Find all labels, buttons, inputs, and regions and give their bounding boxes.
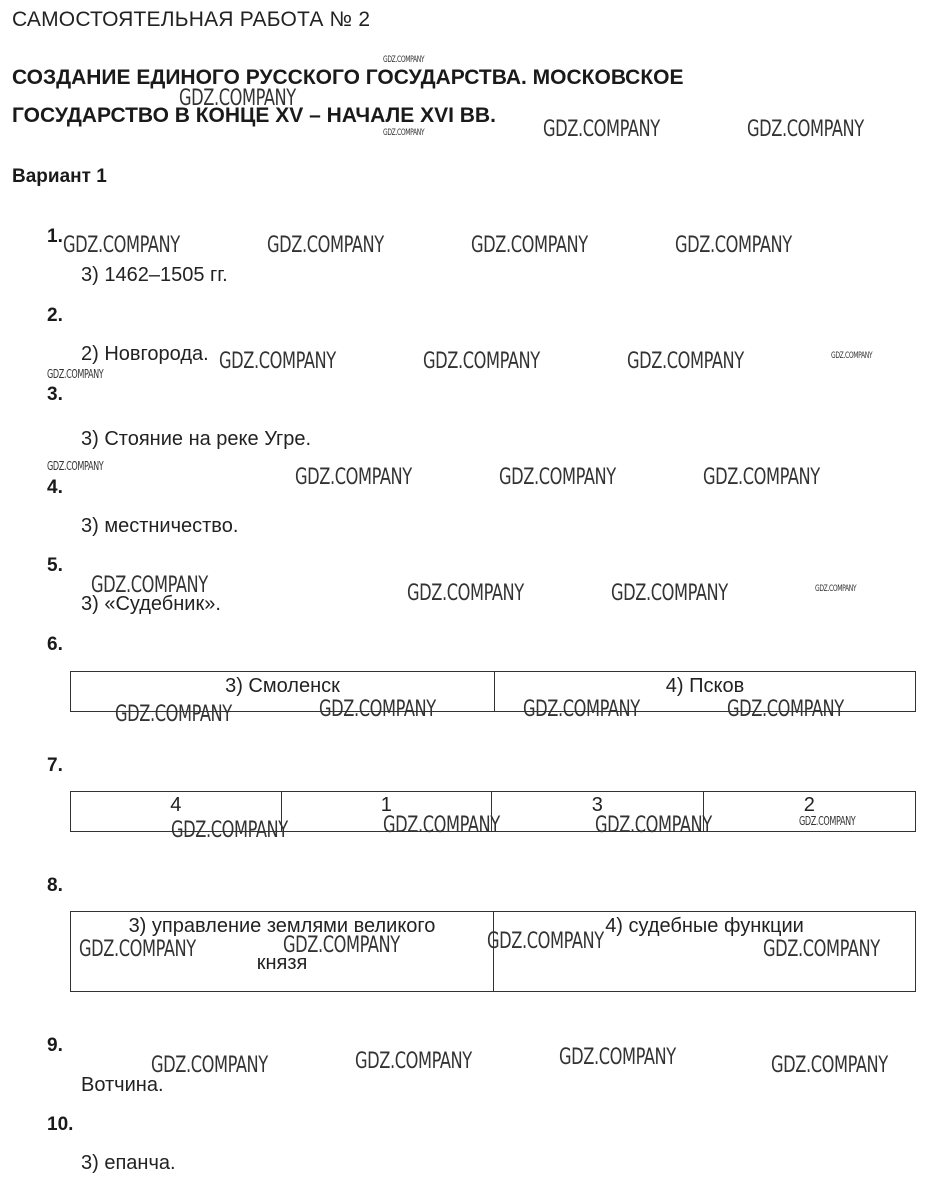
table-8-cell-2: 4) судебные функции <box>605 915 804 937</box>
question-number-10: 10. <box>47 1114 74 1135</box>
question-number-7: 7. <box>47 755 63 776</box>
answer-9: Вотчина. <box>81 1074 164 1096</box>
answer-3: 3) Стояние на реке Угре. <box>81 428 312 450</box>
answer-5: 3) «Судебник». <box>81 593 221 615</box>
watermark: GDZ.COMPANY <box>63 233 180 258</box>
watermark: GDZ.COMPANY <box>171 818 288 843</box>
watermark: GDZ.COMPANY <box>471 233 588 258</box>
watermark: GDZ.COMPANY <box>487 929 604 954</box>
page-header: САМОСТОЯТЕЛЬНАЯ РАБОТА № 2 <box>12 8 371 31</box>
watermark: GDZ.COMPANY <box>727 697 844 722</box>
watermark: GDZ.COMPANY <box>383 128 425 138</box>
question-number-8: 8. <box>47 875 63 896</box>
question-number-1: 1. <box>47 226 63 247</box>
table-6-cell-1: 3) Смоленск <box>71 672 495 711</box>
answer-10: 3) епанча. <box>81 1152 176 1174</box>
watermark: GDZ.COMPANY <box>79 937 196 962</box>
watermark: GDZ.COMPANY <box>151 1053 268 1078</box>
watermark: GDZ.COMPANY <box>179 86 296 111</box>
watermark: GDZ.COMPANY <box>627 349 744 374</box>
title-line-1: СОЗДАНИЕ ЕДИНОГО РУССКОГО ГОСУДАРСТВА. МОСКОВСКОЕ <box>12 66 684 89</box>
watermark: GDZ.COMPANY <box>611 581 728 606</box>
watermark: GDZ.COMPANY <box>91 573 208 598</box>
watermark: GDZ.COMPANY <box>383 55 425 65</box>
watermark: GDZ.COMPANY <box>407 581 524 606</box>
watermark: GDZ.COMPANY <box>47 367 104 381</box>
question-number-9: 9. <box>47 1035 63 1056</box>
table-7-cell-3: 3 <box>492 792 704 831</box>
question-number-2: 2. <box>47 305 63 326</box>
watermark: GDZ.COMPANY <box>543 117 660 142</box>
watermark: GDZ.COMPANY <box>831 351 873 361</box>
question-number-5: 5. <box>47 555 63 576</box>
watermark: GDZ.COMPANY <box>355 1049 472 1074</box>
answer-1: 3) 1462–1505 гг. <box>81 264 228 286</box>
watermark: GDZ.COMPANY <box>595 813 712 838</box>
table-6-cell-2: 4) Псков <box>665 675 745 697</box>
watermark: GDZ.COMPANY <box>771 1053 888 1078</box>
answer-4: 3) местничество. <box>81 515 239 537</box>
table-8-cell-1-line-2: князя <box>256 952 308 974</box>
title-line-2: ГОСУДАРСТВО В КОНЦЕ XV – НАЧАЛЕ XVI ВВ. <box>12 104 496 127</box>
watermark: GDZ.COMPANY <box>747 117 864 142</box>
question-number-4: 4. <box>47 477 63 498</box>
watermark: GDZ.COMPANY <box>815 584 857 594</box>
table-7-cell-2: 1 <box>282 792 493 831</box>
table-8-cell-1-line-1: 3) управление землями великого <box>128 915 436 937</box>
watermark: GDZ.COMPANY <box>319 697 436 722</box>
watermark: GDZ.COMPANY <box>423 349 540 374</box>
watermark: GDZ.COMPANY <box>383 813 500 838</box>
watermark: GDZ.COMPANY <box>763 937 880 962</box>
table-7-cell-4: 2 <box>803 794 815 816</box>
watermark: GDZ.COMPANY <box>675 233 792 258</box>
watermark: GDZ.COMPANY <box>47 459 104 473</box>
watermark: GDZ.COMPANY <box>799 814 856 828</box>
watermark: GDZ.COMPANY <box>703 465 820 490</box>
answer-2: 2) Новгорода. <box>81 343 209 365</box>
watermark: GDZ.COMPANY <box>559 1045 676 1070</box>
watermark: GDZ.COMPANY <box>283 933 400 958</box>
watermark: GDZ.COMPANY <box>523 697 640 722</box>
table-7-cell-1: 4 <box>71 792 282 831</box>
question-number-3: 3. <box>47 384 63 405</box>
watermark: GDZ.COMPANY <box>219 349 336 374</box>
question-number-6: 6. <box>47 634 63 655</box>
watermark: GDZ.COMPANY <box>499 465 616 490</box>
watermark: GDZ.COMPANY <box>115 702 232 727</box>
watermark: GDZ.COMPANY <box>267 233 384 258</box>
watermark: GDZ.COMPANY <box>295 465 412 490</box>
variant-label: Вариант 1 <box>12 166 107 187</box>
